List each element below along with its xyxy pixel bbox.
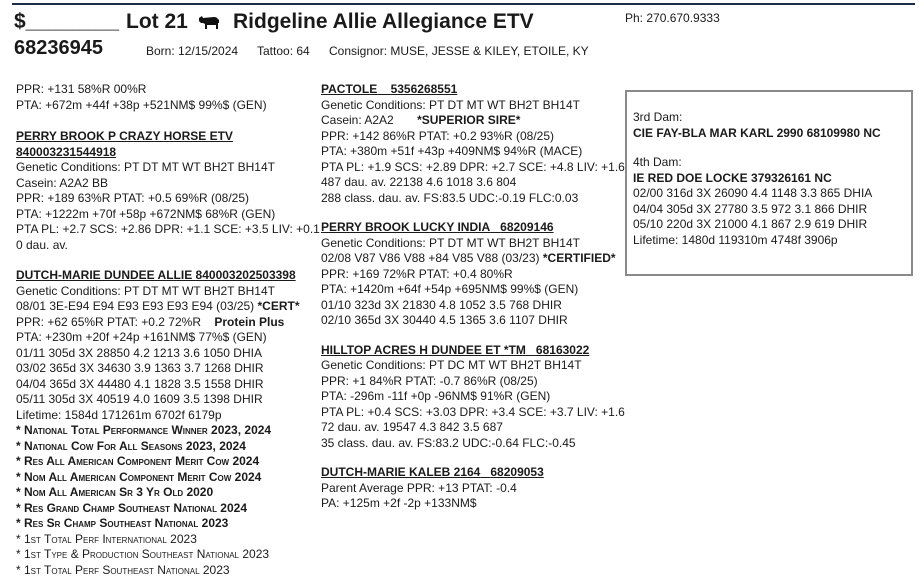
- award: * Res Sr Champ Southeast National 2023: [16, 516, 229, 530]
- kaleb-line: Parent Average PPR: +13 PTAT: -0.4: [321, 480, 517, 495]
- kaleb-reg: 68209053: [490, 465, 544, 479]
- pactole-title: [321, 82, 625, 98]
- born-date: Born: 12/15/2024: [146, 44, 239, 58]
- animal-name: Ridgeline Allie Allegiance ETV: [233, 10, 534, 33]
- sire-line: PPR: +189 63%R PTAT: +0.5 69%R (08/25): [16, 191, 250, 205]
- dam-line: 03/02 365d 3X 34630 3.9 1363 3.7 1268 DHIR: [16, 361, 264, 375]
- dam3-name: CIE FAY-BLA MAR KARL 2990 68109980 NC: [633, 125, 881, 140]
- kaleb-name: DUTCH-MARIE KALEB 2164: [321, 465, 481, 479]
- pactole-line: 288 class. dau. av. FS:83.5 UDC:-0.19 FLC:0.03: [321, 190, 579, 205]
- column-2: [321, 82, 625, 512]
- hilltop-line: PTA PL: +0.4 SCS: +3.03 DPR: +3.4 SCE: +3.7 LIV: +1.6: [321, 404, 625, 419]
- column-1: [16, 82, 320, 578]
- india-line: PTA: +1420m +64f +54p +695NM$ 99%$ (GEN): [321, 282, 579, 296]
- tattoo: Tattoo: 64: [257, 44, 310, 58]
- superior-sire-badge: *SUPERIOR SIRE*: [417, 113, 521, 127]
- pactole-name: PACTOLE: [321, 82, 378, 96]
- hilltop-line: 72 dau. av. 19547 4.3 842 3.5 687: [321, 420, 503, 434]
- award: * 1st Total Perf Southeast National 2023: [16, 562, 230, 577]
- dam4-line: Lifetime: 1480d 119310m 4748f 3906p: [633, 232, 838, 247]
- certified-badge: *CERTIFIED*: [542, 251, 616, 265]
- registration-number: 68236945: [14, 37, 103, 59]
- sire-reg: 840003231544918: [16, 144, 117, 159]
- award: * 1st Total Perf International 2023: [16, 531, 197, 546]
- pactole-line: PPR: +142 86%R PTAT: +0.2 93%R (08/25): [321, 128, 555, 143]
- cert-badge: *CERT*: [257, 299, 300, 313]
- dam-line: 05/11 305d 3X 40519 4.0 1609 3.5 1398 DHIR: [16, 392, 263, 406]
- dam-class-text: 08/01 3E-E94 E94 E93 E93 E93 E94 (03/25): [16, 299, 255, 313]
- sire-line: 0 dau. av.: [16, 237, 68, 252]
- award: * Nom All American Sr 3 Yr Old 2020: [16, 485, 214, 499]
- dam4-line: 04/04 305d 3X 27780 3.5 972 3.1 866 DHIR: [633, 201, 868, 216]
- india-name: PERRY BROOK LUCKY INDIA: [321, 220, 491, 234]
- dam-line: Genetic Conditions: PT DT MT WT BH2T BH14T: [16, 283, 275, 298]
- top-rule: [12, 3, 915, 5]
- ppr-line: PPR: +131 58%R 00%R: [16, 82, 147, 96]
- dams-box-content: [633, 110, 881, 248]
- sire-line: Casein: A2A2 BB: [16, 175, 109, 190]
- dams-box: [625, 90, 913, 276]
- award: * National Cow For All Seasons 2023, 2024: [16, 438, 246, 453]
- hilltop-line: PPR: +1 84%R PTAT: -0.7 86%R (08/25): [321, 373, 538, 388]
- dam4-line: 02/00 316d 3X 26090 4.4 1148 3.3 865 DHIA: [633, 186, 873, 200]
- award: * 1st Type & Production Southeast National 2023: [16, 547, 270, 561]
- india-line: 01/10 323d 3X 21830 4.8 1052 3.5 768 DHIR: [321, 297, 562, 312]
- casein-text: Casein: A2A2: [321, 113, 394, 127]
- hilltop-name: HILLTOP ACRES H DUNDEE ET *TM: [321, 342, 526, 357]
- price-blank: $________: [14, 10, 120, 33]
- award: * National Total Performance Winner 2023, 2024: [16, 423, 272, 437]
- india-line: PPR: +169 72%R PTAT: +0.4 80%R: [321, 266, 513, 281]
- dam3-label: 3rd Dam:: [633, 110, 683, 124]
- pactole-line: PTA PL: +1.9 SCS: +2.89 DPR: +2.7 SCE: +4.8 LIV: +1.6: [321, 159, 625, 174]
- hilltop-line: Genetic Conditions: PT DC MT WT BH2T BH14T: [321, 358, 582, 372]
- dam-line: 01/11 305d 3X 28850 4.2 1213 3.6 1050 DHIA: [16, 345, 262, 360]
- dam4-label: 4th Dam:: [633, 155, 682, 169]
- dam-title: DUTCH-MARIE DUNDEE ALLIE 840003202503398: [16, 268, 296, 282]
- india-title: [321, 220, 625, 236]
- dam-classification: [16, 299, 320, 315]
- india-classification: [321, 251, 625, 267]
- dam-line: PTA: +230m +20f +24p +161NM$ 77%$ (GEN): [16, 330, 267, 344]
- pactole-line: Genetic Conditions: PT DT MT WT BH2T BH14T: [321, 97, 580, 112]
- hilltop-line: 35 class. dau. av. FS:83.2 UDC:-0.64 FLC:-0.45: [321, 435, 576, 450]
- dam-line: 04/04 365d 3X 44480 4.1 1828 3.5 1558 DHIR: [16, 376, 264, 391]
- dam4-name: IE RED DOE LOCKE 379326161 NC: [633, 170, 832, 185]
- consignor: Consignor: MUSE, JESSE & KILEY, ETOILE, KY: [329, 44, 589, 58]
- pactole-line: 487 dau. av. 22138 4.6 1018 3.6 804: [321, 175, 517, 189]
- india-line: 02/10 365d 3X 30440 4.5 1365 3.6 1107 DHIR: [321, 313, 568, 327]
- hilltop-title: [321, 343, 625, 359]
- award: * Res All American Component Merit Cow 2024: [16, 454, 260, 468]
- lot-number: Lot 21: [126, 10, 188, 33]
- award: * Nom All American Component Merit Cow 2024: [16, 469, 262, 484]
- phone: Ph: 270.670.9333: [625, 11, 720, 25]
- india-line: Genetic Conditions: PT DT MT WT BH2T BH14T: [321, 235, 580, 250]
- india-reg: 68209146: [500, 220, 554, 234]
- dam-ppr: [16, 315, 320, 331]
- hilltop-reg: 68163022: [535, 342, 590, 357]
- sire-line: PTA PL: +2.7 SCS: +2.86 DPR: +1.1 SCE: +3.5 LIV: +0.1: [16, 222, 320, 236]
- india-class-text: 02/08 V87 V86 V88 +84 V85 V88 (03/23): [321, 251, 540, 265]
- pactole-casein: [321, 113, 625, 129]
- pta-line: PTA: +672m +44f +38p +521NM$ 99%$ (GEN): [16, 97, 267, 112]
- kaleb-line: PA: +125m +2f -2p +133NM$: [321, 496, 477, 510]
- hilltop-line: PTA: -296m -11f +0p -96NM$ 91%R (GEN): [321, 389, 551, 403]
- sire-title: PERRY BROOK P CRAZY HORSE ETV: [16, 129, 233, 143]
- protein-plus-badge: Protein Plus: [214, 314, 285, 329]
- kaleb-title: [321, 465, 625, 481]
- sire-line: Genetic Conditions: PT DT MT WT BH2T BH14T: [16, 160, 275, 174]
- sire-line: PTA: +1222m +70f +58p +672NM$ 68%R (GEN): [16, 206, 276, 221]
- dam-ppr-text: PPR: +62 65%R PTAT: +0.2 72%R: [16, 314, 201, 329]
- award: * Res Grand Champ Southeast National 2024: [16, 500, 247, 515]
- pactole-reg: 5356268551: [390, 82, 458, 96]
- cow-icon: [198, 13, 220, 36]
- dam4-line: 05/10 220d 3X 21000 4.1 867 2.9 619 DHIR: [633, 217, 868, 231]
- pactole-line: PTA: +380m +51f +43p +409NM$ 94%R (MACE): [321, 144, 583, 158]
- dam-line: Lifetime: 1584d 171261m 6702f 6179p: [16, 407, 222, 422]
